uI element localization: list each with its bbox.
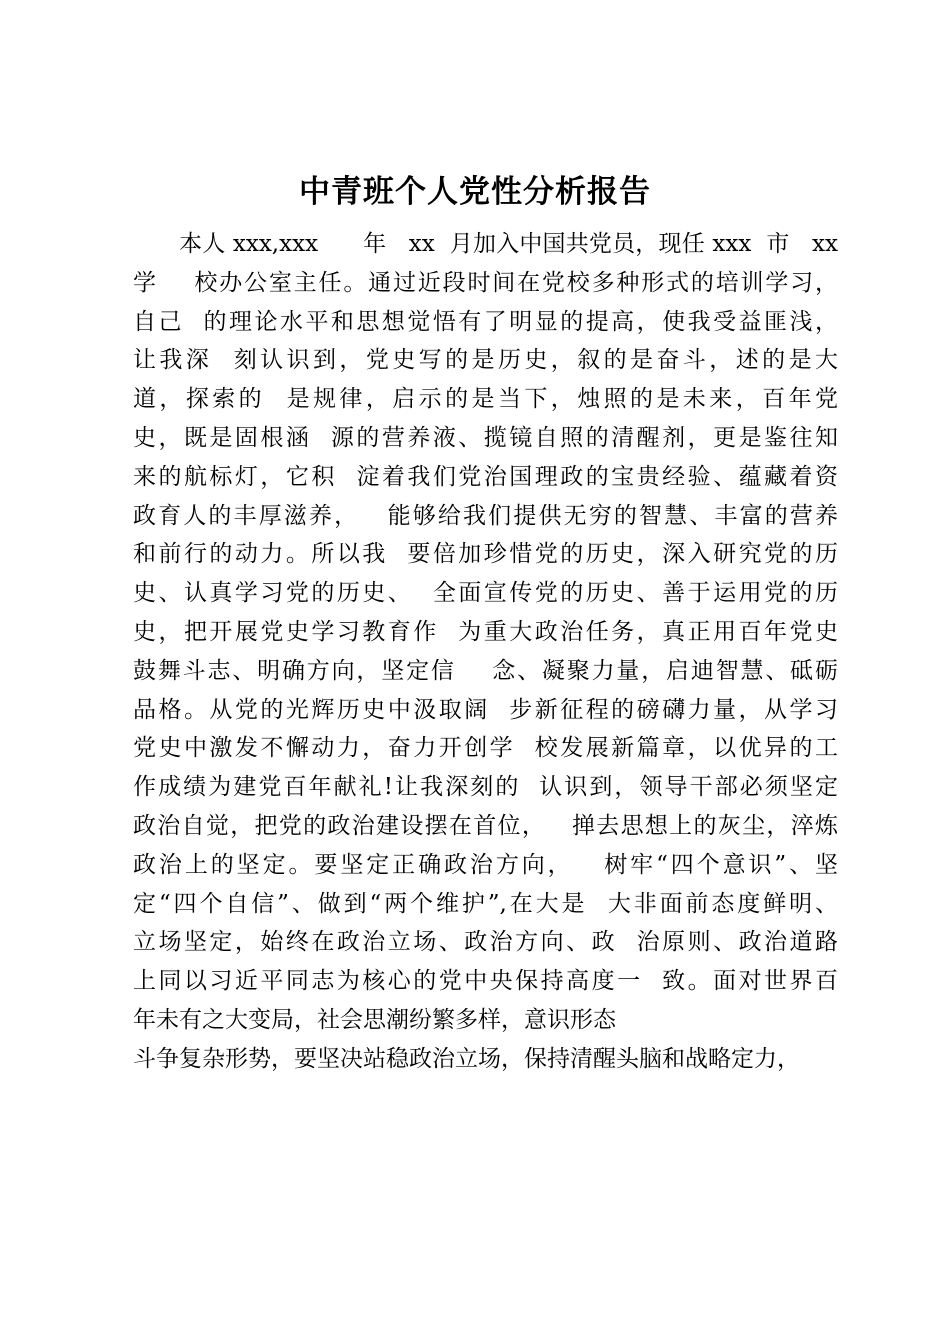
body-line: 史，把开展党史学习教育作 为重大政治任务，真正用百年党史	[133, 618, 838, 645]
body-line: 年未有之大变局，社会思潮纷繁多样，意识形态	[133, 1006, 616, 1033]
body-line: 品格。从党的光辉历史中汲取阔 步新征程的磅礴力量，从学习	[133, 696, 838, 723]
body-line: 定“四个自信”、做到“两个维护”,在大是 大非面前态度鲜明、	[133, 890, 838, 917]
body-line: 政育人的丰厚滋养， 能够给我们提供无穷的智慧、丰富的营养	[133, 502, 838, 529]
body-line: 史，既是固根涵 源的营养液、揽镜自照的清醒剂，更是鉴往知	[133, 424, 838, 451]
body-line: 和前行的动力。所以我 要倍加珍惜党的历史，深入研究党的历	[133, 541, 838, 568]
document-title: 中青班个人党性分析报告	[299, 174, 651, 210]
body-line: 党史中激发不懈动力，奋力开创学 校发展新篇章，以优异的工	[133, 735, 838, 762]
body-line: 斗争复杂形势，要坚决站稳政治立场，保持清醒头脑和战略定力，	[133, 1045, 800, 1072]
body-line: 鼓舞斗志、明确方向，坚定信 念、凝聚力量，启迪智慧、砥砺	[133, 657, 838, 684]
body-line: 史、认真学习党的历史、 全面宣传党的历史、善于运用党的历	[133, 580, 838, 607]
body-line: 上同以习近平同志为核心的党中央保持高度一 致。面对世界百	[133, 968, 838, 995]
document-body	[133, 225, 838, 1079]
body-line: 作成绩为建党百年献礼!让我深刻的 认识到，领导干部必须坚定	[133, 774, 838, 801]
body-line: 政治自觉，把党的政治建设摆在首位， 掸去思想上的灰尘，淬炼	[133, 812, 838, 839]
body-line: 本人 xxx,xxx 年 xx 月加入中国共党员，现任 xxx 市 xx	[179, 231, 838, 257]
body-line: 学 校办公室主任。通过近段时间在党校多种形式的培训学习，	[133, 269, 838, 296]
body-line: 立场坚定，始终在政治立场、政治方向、政 治原则、政治道路	[133, 929, 838, 956]
body-line: 自己 的理论水平和思想觉悟有了明显的提高，使我受益匪浅，	[133, 308, 838, 335]
body-line: 让我深 刻认识到，党史写的是历史，叙的是奋斗，述的是大	[133, 347, 838, 374]
body-line: 道，探索的 是规律，启示的是当下，烛照的是未来，百年党	[133, 386, 838, 413]
body-line: 来的航标灯，它积 淀着我们党治国理政的宝贵经验、蕴藏着资	[133, 463, 838, 490]
body-line: 政治上的坚定。要坚定正确政治方向， 树牢“四个意识”、坚	[133, 851, 838, 878]
